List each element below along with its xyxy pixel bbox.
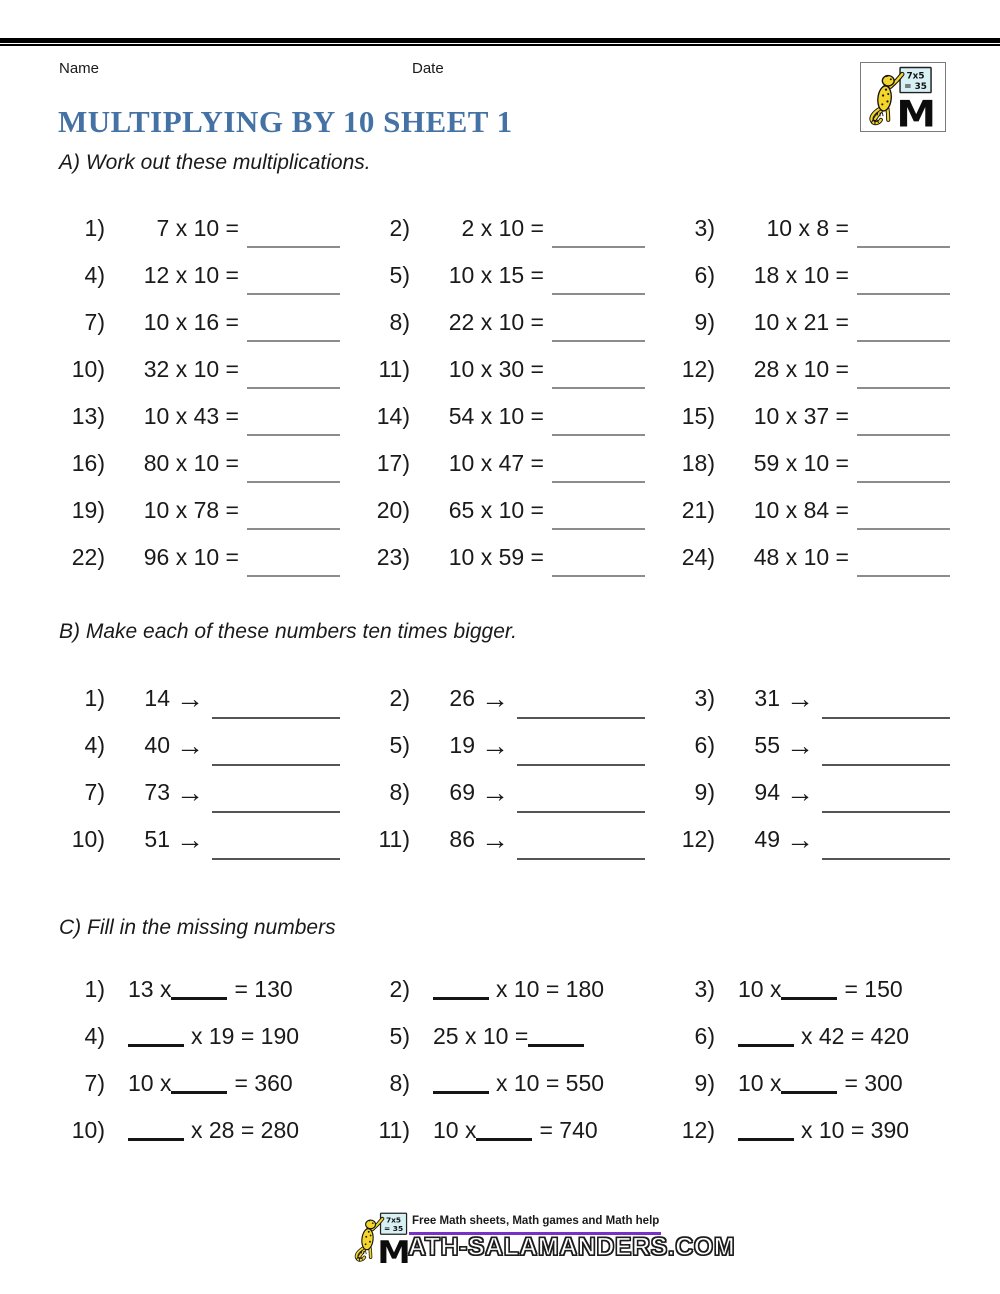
problem-expression: 10 x 37 = — [753, 403, 849, 429]
missing-number-blank — [128, 1021, 184, 1047]
problem-expression: 80 x 10 = — [143, 450, 239, 476]
problem-a-4 — [60, 252, 340, 299]
problem-c-10 — [60, 1107, 340, 1154]
arrow-right-icon: → — [786, 730, 814, 761]
problem-expression: 54 x 10 = — [448, 403, 544, 429]
problem-a-5 — [365, 252, 645, 299]
answer-line — [247, 440, 340, 487]
problem-number: 2) — [389, 215, 410, 241]
problem-a-23 — [365, 534, 645, 581]
answer-line — [552, 299, 645, 346]
problem-a-3 — [670, 205, 950, 252]
answer-line — [247, 346, 340, 393]
problem-expression: 32 x 10 = — [143, 356, 239, 382]
problem-number: 10) — [71, 826, 105, 852]
arrow-right-icon: → — [786, 824, 814, 855]
problem-c-5 — [365, 1013, 645, 1060]
problem-a-14 — [365, 393, 645, 440]
problem-number: 3) — [694, 976, 715, 1002]
problem-expression: 13 x = 130 — [128, 976, 293, 1002]
problem-expression: 7 x 10 = — [156, 215, 239, 241]
answer-line — [247, 205, 340, 252]
problem-number: 11) — [378, 826, 410, 852]
answer-line — [212, 675, 340, 722]
problem-number: 7) — [84, 779, 105, 805]
problem-expression: 10 x 21 = — [753, 309, 849, 335]
problem-b-4 — [60, 722, 340, 769]
problem-number: 16) — [71, 450, 105, 476]
footer-site-text: ATH-SALAMANDERS.COM — [408, 1233, 736, 1261]
problem-number: 4) — [84, 732, 105, 758]
problem-number: 20) — [376, 497, 410, 523]
problem-number: 1) — [84, 976, 105, 1002]
problem-expression: 10 x 15 = — [448, 262, 544, 288]
problem-b-10 — [60, 816, 340, 863]
answer-line — [857, 205, 950, 252]
problem-a-21 — [670, 487, 950, 534]
problem-c-11 — [365, 1107, 645, 1154]
problem-value: 31 — [754, 685, 780, 711]
problem-a-8 — [365, 299, 645, 346]
problem-number: 9) — [694, 1070, 715, 1096]
problem-expression: 10 x 78 = — [143, 497, 239, 523]
problem-a-17 — [365, 440, 645, 487]
problem-number: 21) — [681, 497, 715, 523]
problem-number: 4) — [84, 1023, 105, 1049]
answer-line — [212, 769, 340, 816]
problem-a-22 — [60, 534, 340, 581]
answer-line — [212, 722, 340, 769]
problem-value: 55 — [754, 732, 780, 758]
problem-c-8 — [365, 1060, 645, 1107]
name-label: Name — [59, 60, 100, 77]
problem-c-6 — [670, 1013, 950, 1060]
problem-expression: 10 x 43 = — [143, 403, 239, 429]
arrow-right-icon: → — [786, 777, 814, 808]
section-b-problems — [60, 675, 950, 863]
answer-line — [822, 769, 950, 816]
answer-line — [552, 252, 645, 299]
problem-number: 8) — [389, 779, 410, 805]
problem-number: 9) — [694, 309, 715, 335]
section-c-problems — [60, 966, 950, 1154]
problem-expression: 12 x 10 = — [143, 262, 239, 288]
problem-number: 23) — [376, 544, 410, 570]
problem-a-9 — [670, 299, 950, 346]
problem-c-1 — [60, 966, 340, 1013]
missing-number-blank — [171, 974, 227, 1000]
problem-number: 1) — [84, 215, 105, 241]
arrow-right-icon: → — [176, 730, 204, 761]
problem-a-15 — [670, 393, 950, 440]
answer-line — [212, 816, 340, 863]
problem-expression: 10 x = 150 — [738, 976, 903, 1002]
answer-line — [552, 440, 645, 487]
missing-number-blank — [171, 1068, 227, 1094]
problem-expression: 96 x 10 = — [143, 544, 239, 570]
answer-line — [552, 393, 645, 440]
answer-line — [857, 393, 950, 440]
problem-number: 13) — [71, 403, 105, 429]
problem-number: 22) — [71, 544, 105, 570]
missing-number-blank — [433, 1068, 489, 1094]
problem-value: 86 — [449, 826, 475, 852]
section-a-heading: A) Work out these multiplications. — [59, 151, 371, 174]
problem-expression: 10 x 30 = — [448, 356, 544, 382]
problem-a-12 — [670, 346, 950, 393]
arrow-right-icon: → — [481, 730, 509, 761]
problem-number: 18) — [681, 450, 715, 476]
answer-line — [822, 816, 950, 863]
salamander-logo — [860, 62, 946, 132]
problem-number: 1) — [84, 685, 105, 711]
problem-b-1 — [60, 675, 340, 722]
answer-line — [247, 534, 340, 581]
problem-number: 19) — [71, 497, 105, 523]
problem-number: 4) — [84, 262, 105, 288]
problem-b-6 — [670, 722, 950, 769]
missing-number-blank — [128, 1115, 184, 1141]
answer-line — [552, 487, 645, 534]
problem-expression: 25 x 10 = — [433, 1013, 591, 1060]
problem-b-5 — [365, 722, 645, 769]
problem-expression: 10 x = 300 — [738, 1070, 903, 1096]
problem-b-9 — [670, 769, 950, 816]
problem-value: 19 — [449, 732, 475, 758]
date-label: Date — [412, 60, 444, 77]
footer-salamander-logo-icon — [352, 1211, 414, 1265]
arrow-right-icon: → — [176, 777, 204, 808]
problem-value: 14 — [144, 685, 170, 711]
problem-number: 11) — [378, 356, 410, 382]
problem-number: 11) — [378, 1117, 410, 1143]
missing-number-blank — [781, 1068, 837, 1094]
problem-value: 26 — [449, 685, 475, 711]
top-divider-bar — [0, 38, 1000, 46]
problem-value: 69 — [449, 779, 475, 805]
answer-line — [857, 346, 950, 393]
problem-expression: 18 x 10 = — [753, 262, 849, 288]
problem-a-2 — [365, 205, 645, 252]
missing-number-blank — [528, 1021, 584, 1047]
footer-tagline: Free Math sheets, Math games and Math help — [412, 1215, 660, 1227]
problem-number: 10) — [71, 356, 105, 382]
problem-value: 94 — [754, 779, 780, 805]
section-c-heading: C) Fill in the missing numbers — [59, 916, 336, 939]
missing-number-blank — [738, 1021, 794, 1047]
section-b-heading: B) Make each of these numbers ten times bigger. — [59, 620, 517, 643]
answer-line — [857, 252, 950, 299]
problem-a-6 — [670, 252, 950, 299]
problem-number: 10) — [71, 1117, 105, 1143]
problem-number: 6) — [694, 732, 715, 758]
problem-a-13 — [60, 393, 340, 440]
problem-b-8 — [365, 769, 645, 816]
problem-number: 5) — [389, 732, 410, 758]
problem-number: 8) — [389, 1070, 410, 1096]
problem-expression: 10 x 16 = — [143, 309, 239, 335]
answer-line — [247, 299, 340, 346]
answer-line — [857, 440, 950, 487]
problem-number: 12) — [681, 1117, 715, 1143]
problem-c-12 — [670, 1107, 950, 1154]
problem-a-24 — [670, 534, 950, 581]
problem-number: 2) — [389, 976, 410, 1002]
problem-number: 24) — [681, 544, 715, 570]
problem-expression: 2 x 10 = — [461, 215, 544, 241]
answer-line — [822, 722, 950, 769]
missing-number-blank — [433, 974, 489, 1000]
answer-line — [857, 534, 950, 581]
problem-expression: x 42 = 420 — [738, 1013, 909, 1060]
problem-a-18 — [670, 440, 950, 487]
problem-expression: 48 x 10 = — [753, 544, 849, 570]
problem-number: 7) — [84, 1070, 105, 1096]
problem-expression: 22 x 10 = — [448, 309, 544, 335]
problem-number: 9) — [694, 779, 715, 805]
arrow-right-icon: → — [481, 824, 509, 855]
problem-expression: x 10 = 180 — [433, 966, 604, 1013]
answer-line — [857, 299, 950, 346]
arrow-right-icon: → — [786, 683, 814, 714]
problem-expression: 10 x = 360 — [128, 1070, 293, 1096]
problem-number: 14) — [376, 403, 410, 429]
missing-number-blank — [738, 1115, 794, 1141]
worksheet-title: MULTIPLYING BY 10 SHEET 1 — [58, 104, 513, 139]
problem-a-20 — [365, 487, 645, 534]
problem-number: 8) — [389, 309, 410, 335]
answer-line — [517, 769, 645, 816]
problem-a-16 — [60, 440, 340, 487]
problem-number: 12) — [681, 356, 715, 382]
missing-number-blank — [476, 1115, 532, 1141]
problem-number: 6) — [694, 262, 715, 288]
arrow-right-icon: → — [481, 683, 509, 714]
problem-value: 49 — [754, 826, 780, 852]
answer-line — [857, 487, 950, 534]
answer-line — [247, 487, 340, 534]
problem-c-7 — [60, 1060, 340, 1107]
answer-line — [247, 393, 340, 440]
problem-expression: x 10 = 390 — [738, 1107, 909, 1154]
problem-expression: x 28 = 280 — [128, 1107, 299, 1154]
problem-expression: 10 x 8 = — [766, 215, 849, 241]
problem-expression: 28 x 10 = — [753, 356, 849, 382]
answer-line — [552, 346, 645, 393]
problem-number: 15) — [681, 403, 715, 429]
answer-line — [552, 205, 645, 252]
answer-line — [517, 675, 645, 722]
problem-expression: 10 x 47 = — [448, 450, 544, 476]
arrow-right-icon: → — [176, 824, 204, 855]
problem-expression: 10 x 59 = — [448, 544, 544, 570]
problem-expression: 59 x 10 = — [753, 450, 849, 476]
problem-a-11 — [365, 346, 645, 393]
problem-number: 5) — [389, 262, 410, 288]
missing-number-blank — [781, 974, 837, 1000]
salamander-logo-icon — [865, 66, 941, 128]
section-a-problems — [60, 205, 950, 581]
problem-expression: x 19 = 190 — [128, 1013, 299, 1060]
problem-expression: x 10 = 550 — [433, 1060, 604, 1107]
problem-a-10 — [60, 346, 340, 393]
arrow-right-icon: → — [176, 683, 204, 714]
problem-expression: 10 x 84 = — [753, 497, 849, 523]
problem-b-2 — [365, 675, 645, 722]
problem-c-9 — [670, 1060, 950, 1107]
problem-b-12 — [670, 816, 950, 863]
problem-number: 6) — [694, 1023, 715, 1049]
problem-value: 73 — [144, 779, 170, 805]
problem-value: 51 — [144, 826, 170, 852]
problem-b-3 — [670, 675, 950, 722]
problem-a-1 — [60, 205, 340, 252]
problem-number: 7) — [84, 309, 105, 335]
problem-expression: 65 x 10 = — [448, 497, 544, 523]
problem-c-3 — [670, 966, 950, 1013]
problem-number: 3) — [694, 215, 715, 241]
arrow-right-icon: → — [481, 777, 509, 808]
problem-number: 12) — [681, 826, 715, 852]
problem-value: 40 — [144, 732, 170, 758]
problem-c-2 — [365, 966, 645, 1013]
problem-number: 2) — [389, 685, 410, 711]
problem-a-7 — [60, 299, 340, 346]
problem-number: 5) — [389, 1023, 410, 1049]
answer-line — [517, 816, 645, 863]
problem-number: 17) — [376, 450, 410, 476]
problem-b-7 — [60, 769, 340, 816]
answer-line — [517, 722, 645, 769]
answer-line — [247, 252, 340, 299]
answer-line — [552, 534, 645, 581]
problem-a-19 — [60, 487, 340, 534]
answer-line — [822, 675, 950, 722]
problem-expression: 10 x = 740 — [433, 1117, 598, 1143]
problem-b-11 — [365, 816, 645, 863]
problem-c-4 — [60, 1013, 340, 1060]
problem-number: 3) — [694, 685, 715, 711]
